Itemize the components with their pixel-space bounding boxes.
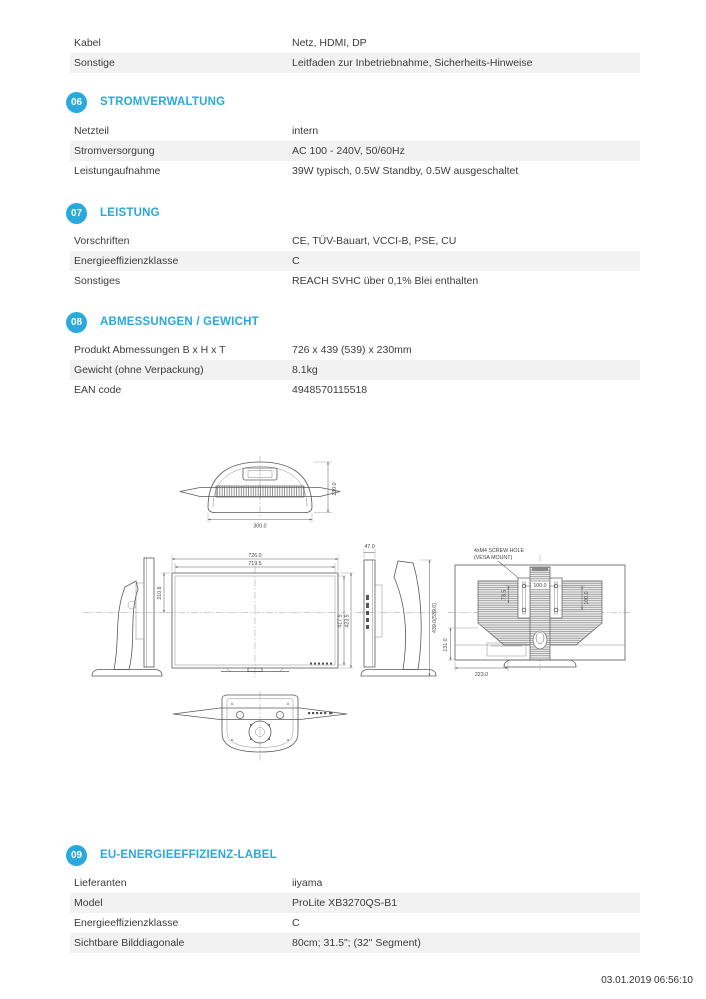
section-number-badge: 08 — [66, 312, 87, 333]
section-title: ABMESSUNGEN / GEWICHT — [100, 316, 259, 328]
table-row — [70, 161, 640, 181]
dimension-drawings-svg — [80, 455, 650, 765]
spec-label: Vorschriften — [74, 235, 130, 247]
spec-label: Gewicht (ohne Verpackung) — [74, 364, 204, 376]
dim-front-width-outer: 726.0 — [248, 553, 262, 559]
spec-label: EAN code — [74, 384, 122, 396]
dim-top-depth: 230.0 — [332, 482, 338, 496]
spec-value: CE, TÜV-Bauart, VCCI-B, PSE, CU — [292, 235, 457, 247]
spec-value: 726 x 439 (539) x 230mm — [292, 344, 412, 356]
spec-value: intern — [292, 125, 319, 137]
section-number-badge: 07 — [66, 203, 87, 224]
spec-label: Leistungaufnahme — [74, 165, 161, 177]
spec-label: Sonstiges — [74, 275, 121, 287]
spec-value: Leitfaden zur Inbetriebnahme, Sicherheits-Hinweise — [292, 57, 533, 69]
spec-label: Stromversorgung — [74, 145, 155, 157]
spec-label: Sichtbare Bilddiagonale — [74, 937, 185, 949]
spec-value: 80cm; 31.5"; (32" Segment) — [292, 937, 421, 949]
dim-top-width: 300.0 — [253, 523, 267, 530]
dim-front-width-inner: 719.5 — [248, 561, 262, 567]
spec-table-abmessungen — [70, 340, 640, 400]
section-header-leistung — [66, 202, 160, 224]
spec-table-zubehoer — [70, 33, 640, 73]
spec-label: Model — [74, 897, 103, 909]
table-row — [70, 873, 640, 893]
spec-label: Energieeffizienzklasse — [74, 917, 179, 929]
spec-table-stromverwaltung — [70, 121, 640, 181]
dim-vesa-height: 100.0 — [584, 591, 590, 605]
dimension-drawings — [80, 455, 650, 765]
spec-value: REACH SVHC über 0,1% Blei enthalten — [292, 275, 479, 287]
drawing-bottom-view — [173, 691, 347, 761]
spec-value: 4948570115518 — [292, 384, 368, 396]
spec-label: Netzteil — [74, 125, 110, 137]
table-row — [70, 271, 640, 291]
spec-label: Kabel — [74, 37, 101, 49]
table-row — [70, 141, 640, 161]
spec-label: Energieeffizienzklasse — [74, 255, 179, 267]
spec-value: C — [292, 255, 300, 267]
drawing-back-view — [443, 548, 632, 678]
section-number-badge: 09 — [66, 845, 87, 866]
drawing-top-view — [180, 456, 340, 530]
spec-value: Netz, HDMI, DP — [292, 37, 367, 49]
table-row — [70, 360, 640, 380]
table-row — [70, 251, 640, 271]
section-title: STROMVERWALTUNG — [100, 96, 226, 108]
dim-front-height-outer: 423.5 — [344, 614, 351, 628]
document-timestamp: 03.01.2019 06:56:10 — [601, 975, 693, 986]
table-row — [70, 231, 640, 251]
dim-vesa-width: 100.0 — [533, 583, 547, 589]
table-row — [70, 340, 640, 360]
section-title: EU-ENERGIEEFFIZIENZ-LABEL — [100, 849, 277, 861]
bottom-ports — [308, 712, 333, 714]
section-title: LEISTUNG — [100, 207, 160, 219]
drawing-side-right-view — [356, 544, 440, 676]
spec-value: C — [292, 917, 300, 929]
vesa-note-line2: (VESA MOUNT) — [474, 555, 513, 561]
table-row — [70, 53, 640, 73]
spec-value: iiyama — [292, 877, 323, 889]
dim-front-height-inner: 417.5 — [337, 614, 344, 628]
section-header-abmessungen — [66, 311, 259, 333]
spec-value: 39W typisch, 0.5W Standby, 0.5W ausgeschaltet — [292, 165, 519, 177]
spec-label: Lieferanten — [74, 877, 127, 889]
spec-table-leistung — [70, 231, 640, 291]
table-row — [70, 121, 640, 141]
front-control-buttons — [310, 663, 332, 665]
section-header-stromverwaltung — [66, 91, 225, 113]
dim-back-bottom-width: 223.0 — [474, 672, 489, 678]
side-ports — [366, 595, 369, 629]
dim-back-bottom-height: 131.0 — [443, 638, 449, 652]
table-row — [70, 913, 640, 933]
section-number-badge: 06 — [66, 92, 87, 113]
spec-value: 8.1kg — [292, 364, 318, 376]
vesa-note-line1: 4xM4 SCREW HOLE — [474, 548, 525, 554]
spec-label: Produkt Abmessungen B x H x T — [74, 344, 226, 356]
dim-vesa-offset: 73.5 — [501, 589, 508, 601]
table-row — [70, 33, 640, 53]
dim-front-center-height: 210.6 — [157, 586, 163, 600]
spec-value: AC 100 - 240V, 50/60Hz — [292, 145, 405, 157]
table-row — [70, 933, 640, 953]
spec-table-energieeffizienz — [70, 873, 640, 953]
dim-side-height: 439.0(539.0) — [432, 602, 438, 634]
drawing-front-view — [157, 553, 353, 679]
drawing-side-left-view — [83, 558, 168, 676]
spec-value: ProLite XB3270QS-B1 — [292, 897, 398, 909]
dim-side-depth: 47.0 — [364, 544, 375, 550]
table-row — [70, 380, 640, 400]
table-row — [70, 893, 640, 913]
spec-label: Sonstige — [74, 57, 115, 69]
section-header-energieeffizienz — [66, 844, 277, 866]
